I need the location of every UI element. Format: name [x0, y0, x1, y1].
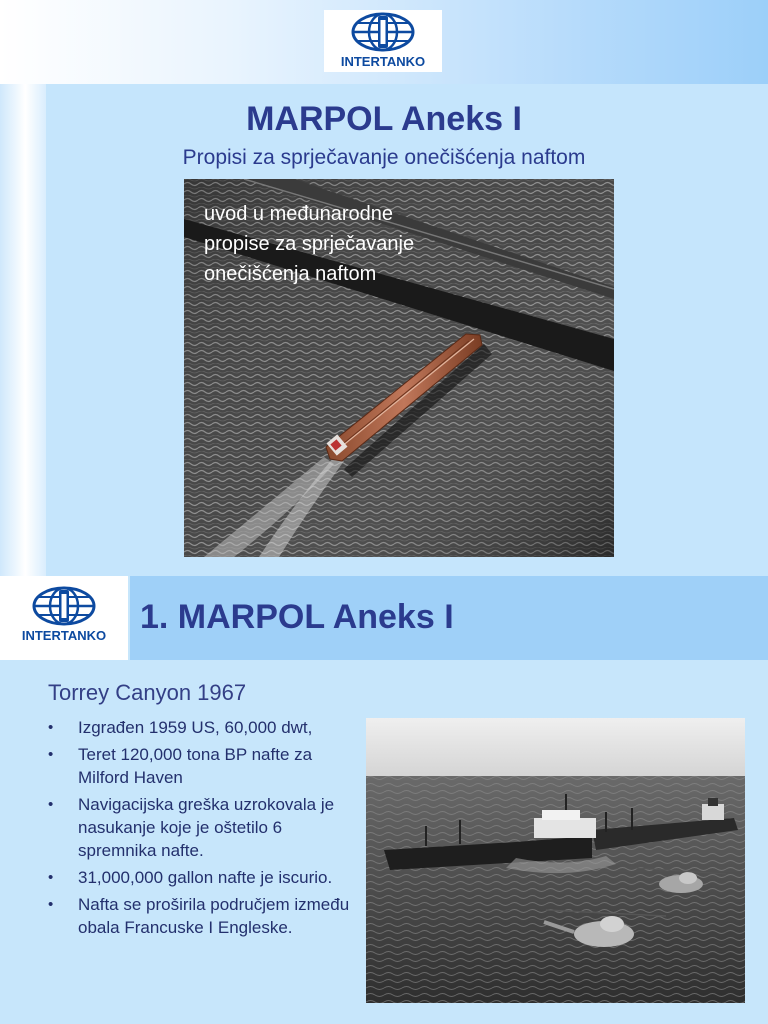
bullet-text: Navigacijska greška uzrokovala je nasukanje koje je oštetilo 6 spremnika nafte. [78, 795, 335, 860]
list-item [46, 716, 352, 739]
tanker-aerial-photo [184, 179, 614, 557]
bullet-icon: • [48, 719, 54, 736]
logo-text: INTERTANKO [21, 628, 107, 643]
list-item [46, 893, 352, 939]
intertanko-logo [324, 10, 442, 72]
bullet-text: Nafta se proširila područjem između obala Francuske I Engleske. [78, 895, 350, 937]
globe-icon [31, 586, 97, 626]
bullet-icon: • [48, 896, 54, 913]
bullet-icon: • [48, 796, 54, 813]
bullet-list [46, 716, 352, 943]
slide-subtitle: Propisi za sprječavanje onečišćenja naftom [182, 146, 586, 169]
slide-title: 1. MARPOL Aneks I [140, 598, 454, 636]
photo-caption [204, 199, 504, 289]
caption-line: onečišćenja naftom [204, 263, 377, 285]
intertanko-logo [0, 576, 128, 660]
logo-text: INTERTANKO [340, 54, 426, 69]
bullet-text: 31,000,000 gallon nafte je iscurio. [78, 868, 333, 887]
caption-line: uvod u međunarodne [204, 203, 394, 225]
torrey-canyon-photo [366, 718, 745, 1003]
bullet-text: Teret 120,000 tona BP nafte za Milford Haven [78, 745, 313, 787]
bullet-text: Izgrađen 1959 US, 60,000 dwt, [78, 718, 313, 737]
bullet-icon: • [48, 869, 54, 886]
caption-line: propise za sprječavanje [204, 233, 415, 255]
section-heading: Torrey Canyon 1967 [48, 680, 247, 705]
globe-icon [351, 12, 415, 52]
slide-title: MARPOL Aneks I [246, 100, 522, 138]
list-item [46, 793, 352, 862]
slide-2 [0, 576, 768, 1024]
bullet-icon: • [48, 746, 54, 763]
torrey-canyon-image [366, 718, 745, 1003]
list-item [46, 866, 352, 889]
list-item [46, 743, 352, 789]
